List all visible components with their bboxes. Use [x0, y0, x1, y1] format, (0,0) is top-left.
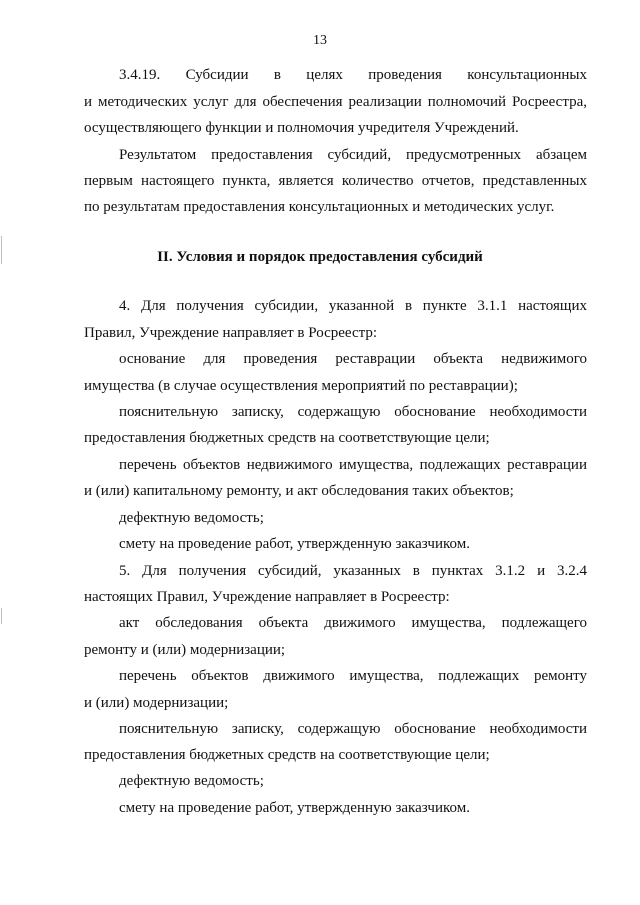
scan-edge-mark	[1, 236, 2, 264]
text-line: Результатом предоставления субсидий, предусмотренных абзацем	[119, 147, 587, 163]
text-line: предоставления бюджетных средств на соответствующие цели;	[84, 747, 490, 763]
text-line: по результатам предоставления консультационных и методических услуг.	[84, 199, 555, 215]
text-line: 3.4.19. Субсидии в целях проведения консультационных	[119, 67, 587, 83]
text-line: перечень объектов недвижимого имущества, подлежащих реставрации	[119, 457, 587, 473]
text-line: 5. Для получения субсидий, указанных в пунктах 3.1.2 и 3.2.4	[119, 563, 587, 579]
section-heading: II. Условия и порядок предоставления субсидий	[157, 249, 483, 265]
text-line: предоставления бюджетных средств на соответствующие цели;	[84, 430, 490, 446]
page-number: 13	[313, 33, 327, 48]
scan-edge-mark	[1, 608, 2, 624]
text-line: осуществляющего функции и полномочия учредителя Учреждений.	[84, 120, 519, 136]
text-line: ремонту и (или) модернизации;	[84, 642, 286, 658]
text-line: настоящих Правил, Учреждение направляет в Росреестр:	[84, 589, 450, 605]
text-line: основание для проведения реставрации объекта недвижимого	[119, 351, 587, 367]
text-line: смету на проведение работ, утвержденную заказчиком.	[119, 800, 470, 816]
text-line: пояснительную записку, содержащую обоснование необходимости	[119, 404, 587, 420]
text-line: и методических услуг для обеспечения реализации полномочий Росреестра,	[84, 94, 587, 110]
text-line: первым настоящего пункта, является количество отчетов, представленных	[84, 173, 587, 189]
text-line: 4. Для получения субсидии, указанной в пункте 3.1.1 настоящих	[119, 298, 587, 314]
text-line: пояснительную записку, содержащую обоснование необходимости	[119, 721, 587, 737]
text-line: акт обследования объекта движимого имущества, подлежащего	[119, 615, 587, 631]
text-line: смету на проведение работ, утвержденную заказчиком.	[119, 536, 470, 552]
text-line: и (или) модернизации;	[84, 695, 229, 711]
text-line: и (или) капитальному ремонту, и акт обследования таких объектов;	[84, 483, 514, 499]
text-line: дефектную ведомость;	[119, 773, 264, 789]
text-line: Правил, Учреждение направляет в Росреестр:	[84, 325, 378, 341]
text-line: дефектную ведомость;	[119, 510, 264, 526]
text-line: перечень объектов движимого имущества, подлежащих ремонту	[119, 668, 587, 684]
text-line: имущества (в случае осуществления мероприятий по реставрации);	[84, 378, 518, 394]
